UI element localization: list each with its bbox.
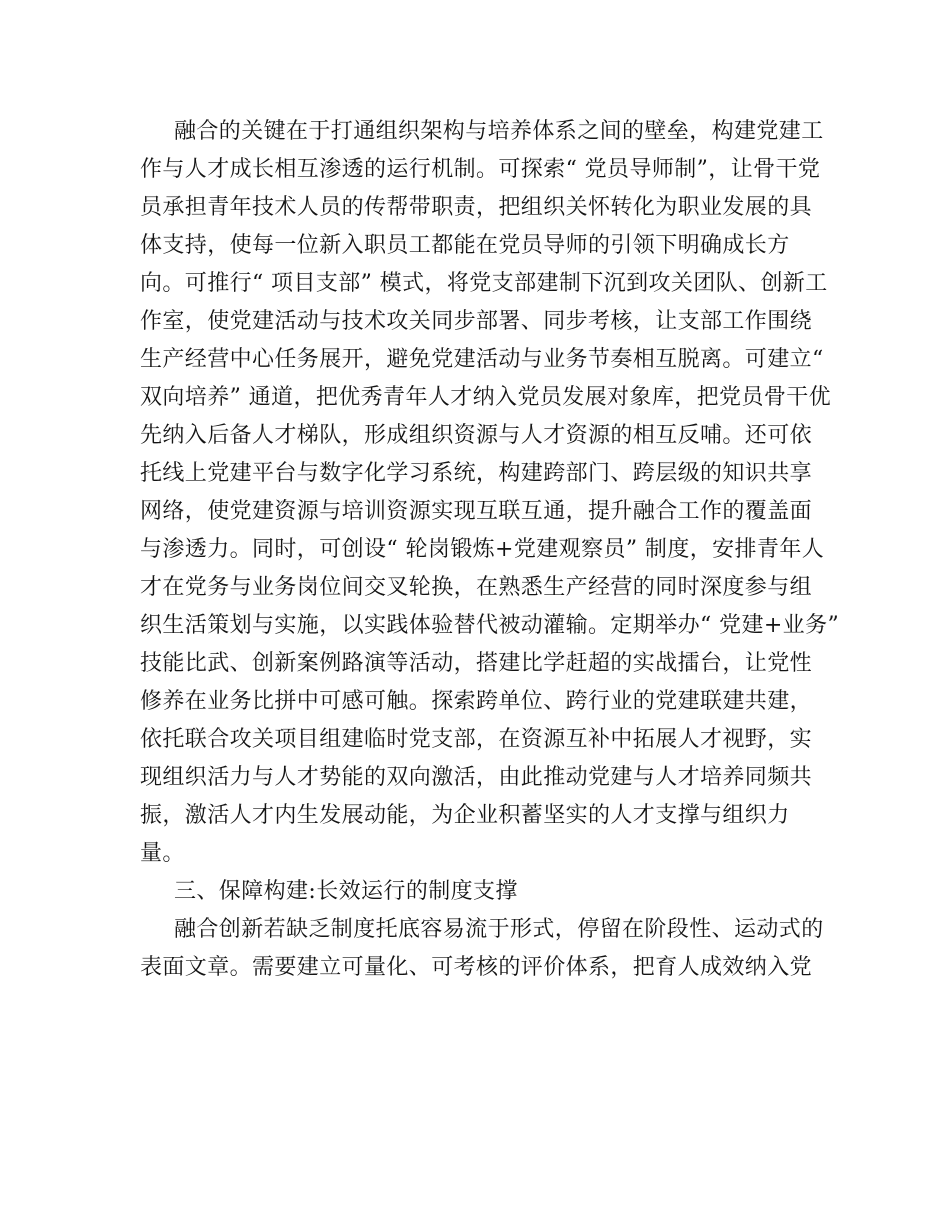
paragraph-line: 量。: [140, 841, 185, 866]
paragraph-line: 双向培养” 通道，把优秀青年人才纳入党员发展对象库，把党员骨干优: [140, 385, 832, 410]
paragraph-line: 先纳入后备人才梯队，形成组织资源与人才资源的相互反哺。还可依: [140, 423, 813, 448]
paragraph-line: 现组织活力与人才势能的双向激活，由此推动党建与人才培养同频共: [140, 765, 813, 790]
paragraph-line: 生产经营中心任务展开，避免党建活动与业务节奏相互脱离。可建立“: [140, 347, 824, 372]
paragraph-line: 网络，使党建资源与培训资源实现互联互通，提升融合工作的覆盖面: [140, 499, 813, 524]
paragraph-line: 依托联合攻关项目组建临时党支部，在资源互补中拓展人才视野，实: [140, 727, 813, 752]
paragraph-line: 表面文章。需要建立可量化、可考核的评价体系，把育人成效纳入党: [140, 955, 813, 980]
paragraph-line: 作室，使党建活动与技术攻关同步部署、同步考核，让支部工作围绕: [140, 309, 813, 334]
paragraph-line: 融合创新若缺乏制度托底容易流于形式，停留在阶段性、运动式的: [174, 917, 824, 942]
paragraph-line: 技能比武、创新案例路演等活动，搭建比学赶超的实战擂台，让党性: [140, 651, 813, 676]
paragraph-line: 振，激活人才内生发展动能，为企业积蓄坚实的人才支撑与组织力: [140, 803, 790, 828]
section-heading: 三、保障构建:长效运行的制度支撑: [174, 879, 518, 904]
paragraph-line: 托线上党建平台与数字化学习系统，构建跨部门、跨层级的知识共享: [140, 461, 813, 486]
paragraph-line: 与渗透力。同时，可创设“ 轮岗锻炼+党建观察员” 制度，安排青年人: [140, 537, 825, 562]
paragraph-line: 作与人才成长相互渗透的运行机制。可探索“ 党员导师制”，让骨干党: [140, 157, 821, 182]
document-body: [140, 113, 840, 987]
paragraph-line: 修养在业务比拼中可感可触。探索跨单位、跨行业的党建联建共建，: [140, 689, 813, 714]
paragraph-line: 才在党务与业务岗位间交叉轮换，在熟悉生产经营的同时深度参与组: [140, 575, 813, 600]
paragraph-line: 织生活策划与实施，以实践体验替代被动灌输。定期举办“ 党建+业务”: [140, 613, 840, 638]
paragraph-line: 体支持，使每一位新入职员工都能在党员导师的引领下明确成长方: [140, 233, 790, 258]
paragraph-line: 员承担青年技术人员的传帮带职责，把组织关怀转化为职业发展的具: [140, 195, 813, 220]
paragraph-line: 向。可推行“ 项目支部” 模式，将党支部建制下沉到攻关团队、创新工: [140, 271, 828, 296]
paragraph-line: 融合的关键在于打通组织架构与培养体系之间的壁垒，构建党建工: [174, 119, 824, 144]
